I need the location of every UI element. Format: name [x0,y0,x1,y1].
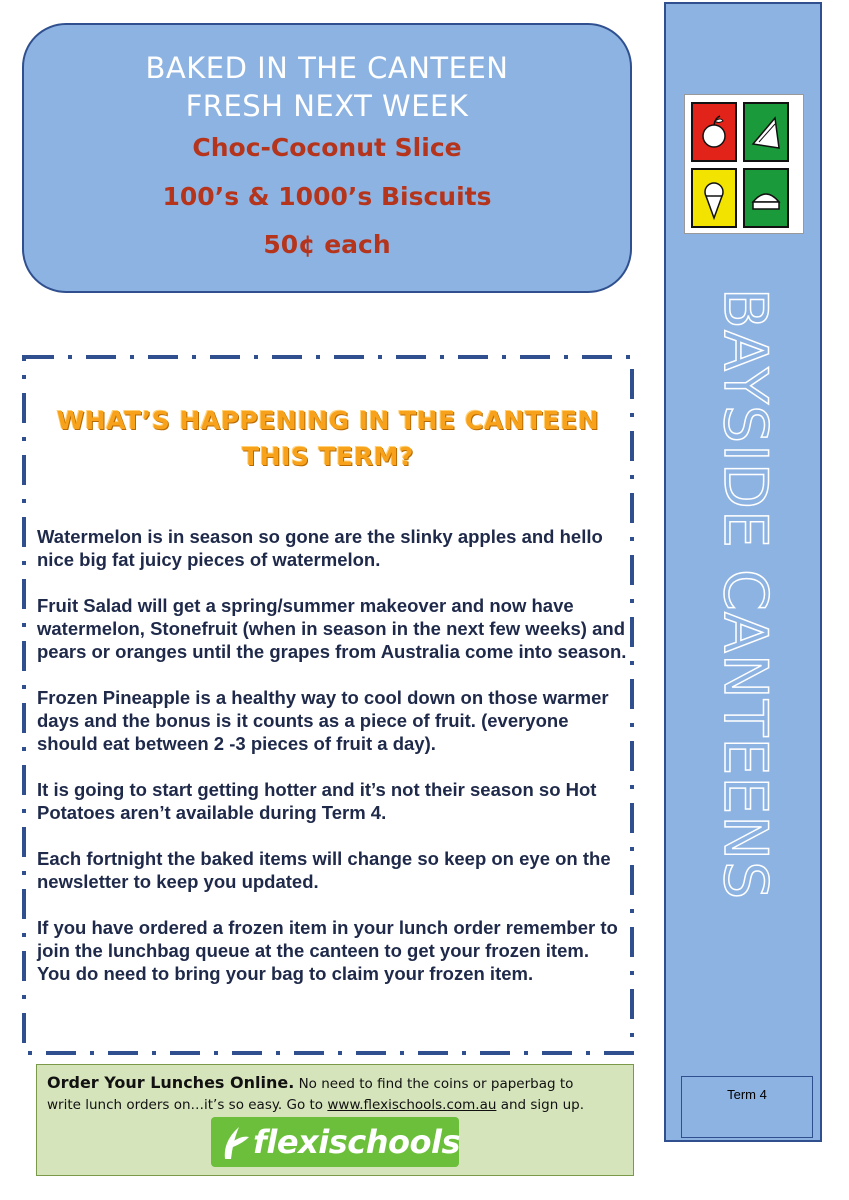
promo-heading-line2: FRESH NEXT WEEK [185,89,469,123]
promo-item-slice: Choc-Coconut Slice [192,133,462,162]
news-paragraph: Watermelon is in season so gone are the slinky apples and hello nice big fat juicy pieces of watermelon. [37,526,603,570]
news-paragraph: Each fortnight the baked items will change so keep on eye on the newsletter to keep you updated. [37,848,611,892]
news-paragraph: Frozen Pineapple is a healthy way to cool down on those warmer days and the bonus is it counts as a piece of fruit. (everyone should eat between 2 -3 pieces of fruit a day). [37,687,609,754]
icecream-tile-icon [691,168,737,228]
order-text2: write lunch orders on…it’s so easy. Go to [47,1097,328,1113]
order-text1: No need to find the coins or paperbag to [294,1076,574,1092]
order-line2 [47,1097,584,1113]
news-box [22,355,634,1055]
news-title-line1: WHAT’S HAPPENING IN THE CANTEEN [56,406,600,435]
order-line1 [47,1073,573,1092]
flexischools-link[interactable]: www.flexischools.com.au [327,1097,497,1113]
news-body [37,525,627,1008]
order-online-box [36,1064,634,1176]
news-paragraph: Fruit Salad will get a spring/summer makeover and now have watermelon, Stonefruit (when in season in the next few weeks) and pears or oranges until the grapes from Australia come into season. [37,595,627,662]
news-paragraph: If you have ordered a frozen item in your lunch order remember to join the lunchbag queue at the canteen to get your frozen item. You do need to bring your bag to claim your frozen item. [37,917,618,984]
promo-box [22,23,632,293]
side-title: BAYSIDE CANTEENS [710,287,780,901]
news-title-line2: THIS TERM? [242,442,414,471]
leaf-icon [219,1121,253,1163]
pie-tile-icon [743,168,789,228]
sandwich-tile-icon [743,102,789,162]
promo-item-biscuits: 100’s & 1000’s Biscuits [162,182,492,211]
apple-tile-icon [691,102,737,162]
term-label: Term 4 [727,1087,767,1102]
news-title [22,403,634,475]
flexischools-wordmark: flexischools [253,1123,460,1161]
order-heading: Order Your Lunches Online. [47,1073,295,1092]
promo-item-price: 50¢ each [263,230,391,259]
flexischools-logo[interactable] [211,1117,459,1167]
promo-heading-line1: BAKED IN THE CANTEEN [145,51,509,85]
term-box [681,1076,813,1138]
side-banner [664,2,822,1142]
order-text3: and sign up. [496,1097,585,1113]
news-paragraph: It is going to start getting hotter and it’s not their season so Hot Potatoes aren’t available during Term 4. [37,779,597,823]
canteen-logo [684,94,804,234]
